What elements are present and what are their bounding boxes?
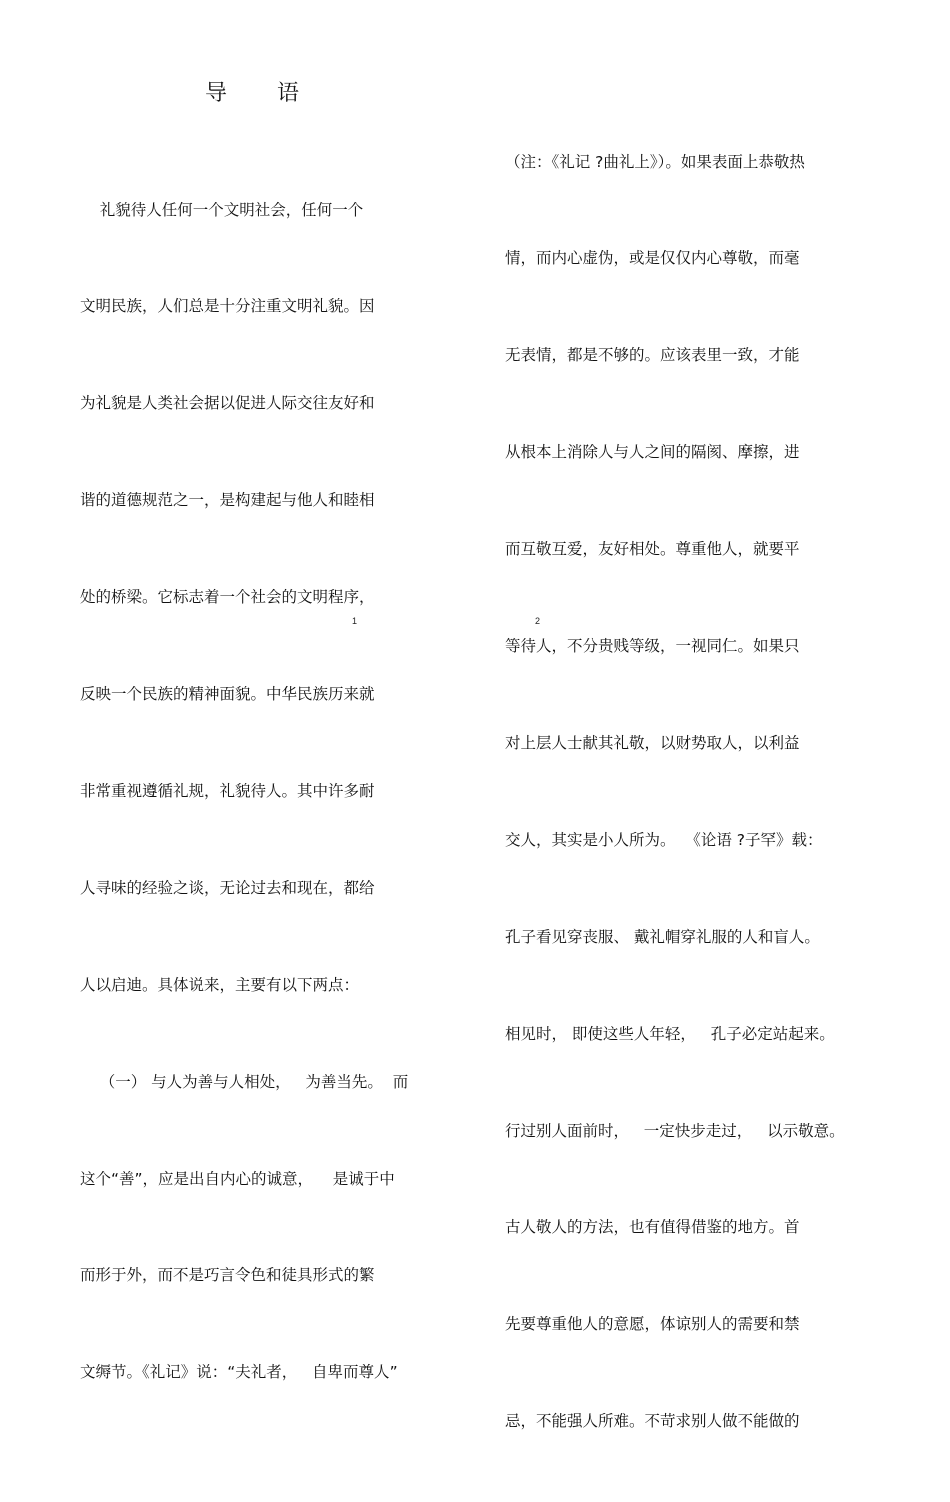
text-line: 等待人，不分贵贱等级，一视同仁。如果只 <box>505 637 800 656</box>
text-line: 对上层人士献其礼敬，以财势取人，以利益 <box>505 733 800 752</box>
text-line: 而互敬互爱，友好相处。尊重他人，就要平 <box>505 540 800 559</box>
text-line: 处的桥梁。它标志着一个社会的文明程序， <box>80 588 375 607</box>
right-body-text <box>505 81 845 1502</box>
text-line: 古人敬人的方法，也有值得借鉴的地方。首 <box>505 1218 800 1237</box>
text-line: 礼貌待人任何一个文明社会，任何一个 <box>80 200 364 219</box>
text-line: 相见时， 即使这些人年轻， 孔子必定站起来。 <box>505 1024 835 1043</box>
text-line: 孔子看见穿丧服、 戴礼帽穿礼服的人和盲人。 <box>505 927 820 946</box>
text-line: 文缛节。《礼记》说：“夫礼者， 自卑而尊人” <box>80 1363 398 1382</box>
text-line: 交人，其实是小人所为。 《论语 ?子罕》载： <box>505 830 823 849</box>
right-page <box>475 0 950 1431</box>
text-line: 为礼貌是人类社会据以促进人际交往友好和 <box>80 394 375 413</box>
text-line: 这个“善”，应是出自内心的诚意， 是诚于中 <box>80 1169 395 1188</box>
text-line: （注：《礼记 ?曲礼上》）。如果表面上恭敬热 <box>505 152 805 171</box>
left-page <box>0 0 475 1382</box>
text-line: 文明民族，人们总是十分注重文明礼貌。因 <box>80 297 375 316</box>
left-body-text <box>80 129 408 1453</box>
text-line: 行过别人面前时， 一定快步走过， 以示敬意。 <box>505 1121 845 1140</box>
page-title: 导语 <box>205 81 350 106</box>
page-number: 2 <box>535 616 541 626</box>
text-line: 谐的道德规范之一，是构建起与他人和睦相 <box>80 491 375 510</box>
text-line: 情，而内心虚伪，或是仅仅内心尊敬，而毫 <box>505 249 800 268</box>
text-line: 人寻味的经验之谈，无论过去和现在，都给 <box>80 878 375 897</box>
text-line: （一） 与人为善与人相处， 为善当先。 而 <box>80 1072 409 1091</box>
text-line: 反映一个民族的精神面貌。中华民族历来就 <box>80 685 375 704</box>
text-line: 而形于外，而不是巧言令色和徒具形式的繁 <box>80 1266 375 1285</box>
text-line: 无表情，都是不够的。应该表里一致，才能 <box>505 346 800 365</box>
text-line: 人以启迪。具体说来，主要有以下两点： <box>80 975 360 994</box>
text-line: 非常重视遵循礼规，礼貌待人。其中许多耐 <box>80 781 375 800</box>
text-line: 从根本上消除人与人之间的隔阂、摩擦，进 <box>505 443 800 462</box>
page-number: 1 <box>352 616 358 626</box>
text-line: 先要尊重他人的意愿，体谅别人的需要和禁 <box>505 1315 800 1334</box>
text-line: 忌，不能强人所难。不苛求别人做不能做的 <box>505 1412 800 1431</box>
